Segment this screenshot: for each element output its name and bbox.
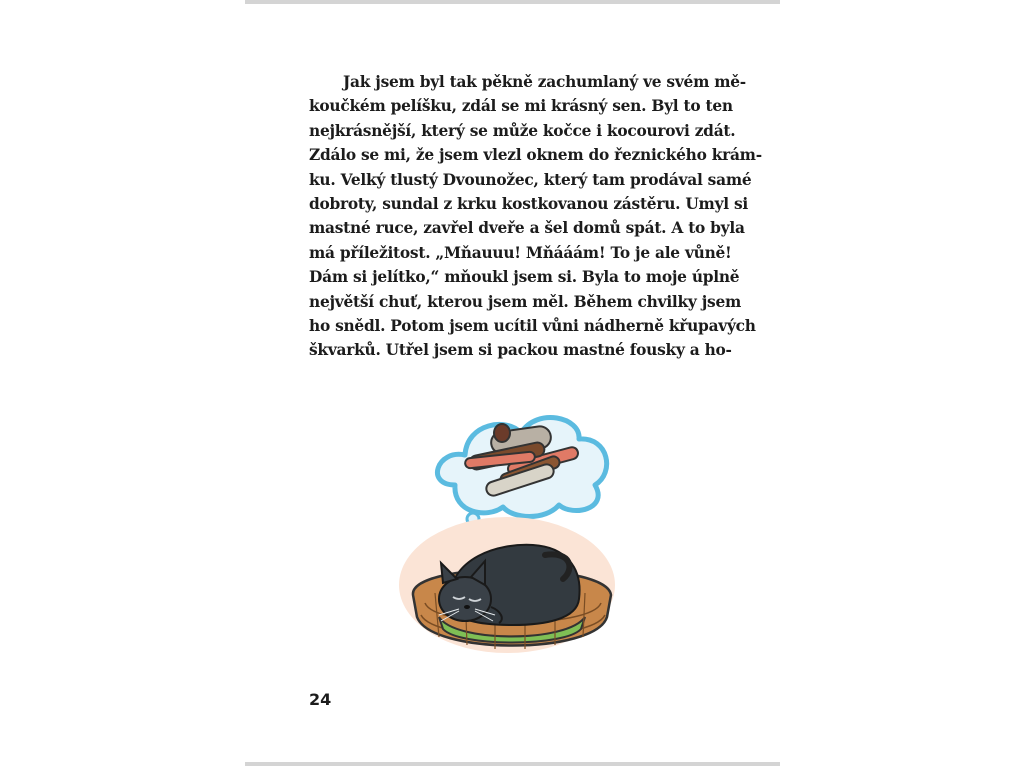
page-number: 24 (309, 690, 332, 709)
text-line: dobroty, sundal z krku kostkovanou zástěru. Umyl si (309, 194, 748, 213)
book-page (245, 0, 780, 768)
story-paragraph (309, 70, 762, 363)
text-line: mastné ruce, zavřel dveře a šel domů spát. A to byla (309, 219, 745, 238)
text-line: ku. Velký tlustý Dvounožec, který tam prodával samé (309, 170, 752, 189)
text-line: koučkém pelíšku, zdál se mi krásný sen. Byl to ten (309, 97, 733, 116)
sleeping-cat-illustration (395, 393, 625, 673)
text-line: nejkrásnější, který se může kočce i kocourovi zdát. (309, 121, 736, 140)
text-line: Zdálo se mi, že jsem vlezl oknem do řeznického krám- (309, 146, 762, 165)
page-bottom-edge (245, 762, 780, 766)
cat-dreaming-of-sausages-image (395, 393, 625, 673)
text-line: největší chuť, kterou jsem měl. Během chvilky jsem (309, 292, 742, 311)
text-line: má příležitost. „Mňauuu! Mňááám! To je ale vůně! (309, 243, 732, 262)
text-line: Jak jsem byl tak pěkně zachumlaný ve svém mě- (343, 73, 746, 91)
text-line: ho snědl. Potom jsem ucítil vůni nádherně křupavých (309, 316, 756, 335)
text-line: škvarků. Utřel jsem si packou mastné fousky a ho- (309, 341, 732, 360)
page-top-edge (245, 0, 780, 4)
text-line: Dám si jelítko,“ mňoukl jsem si. Byla to moje úplně (309, 268, 740, 287)
